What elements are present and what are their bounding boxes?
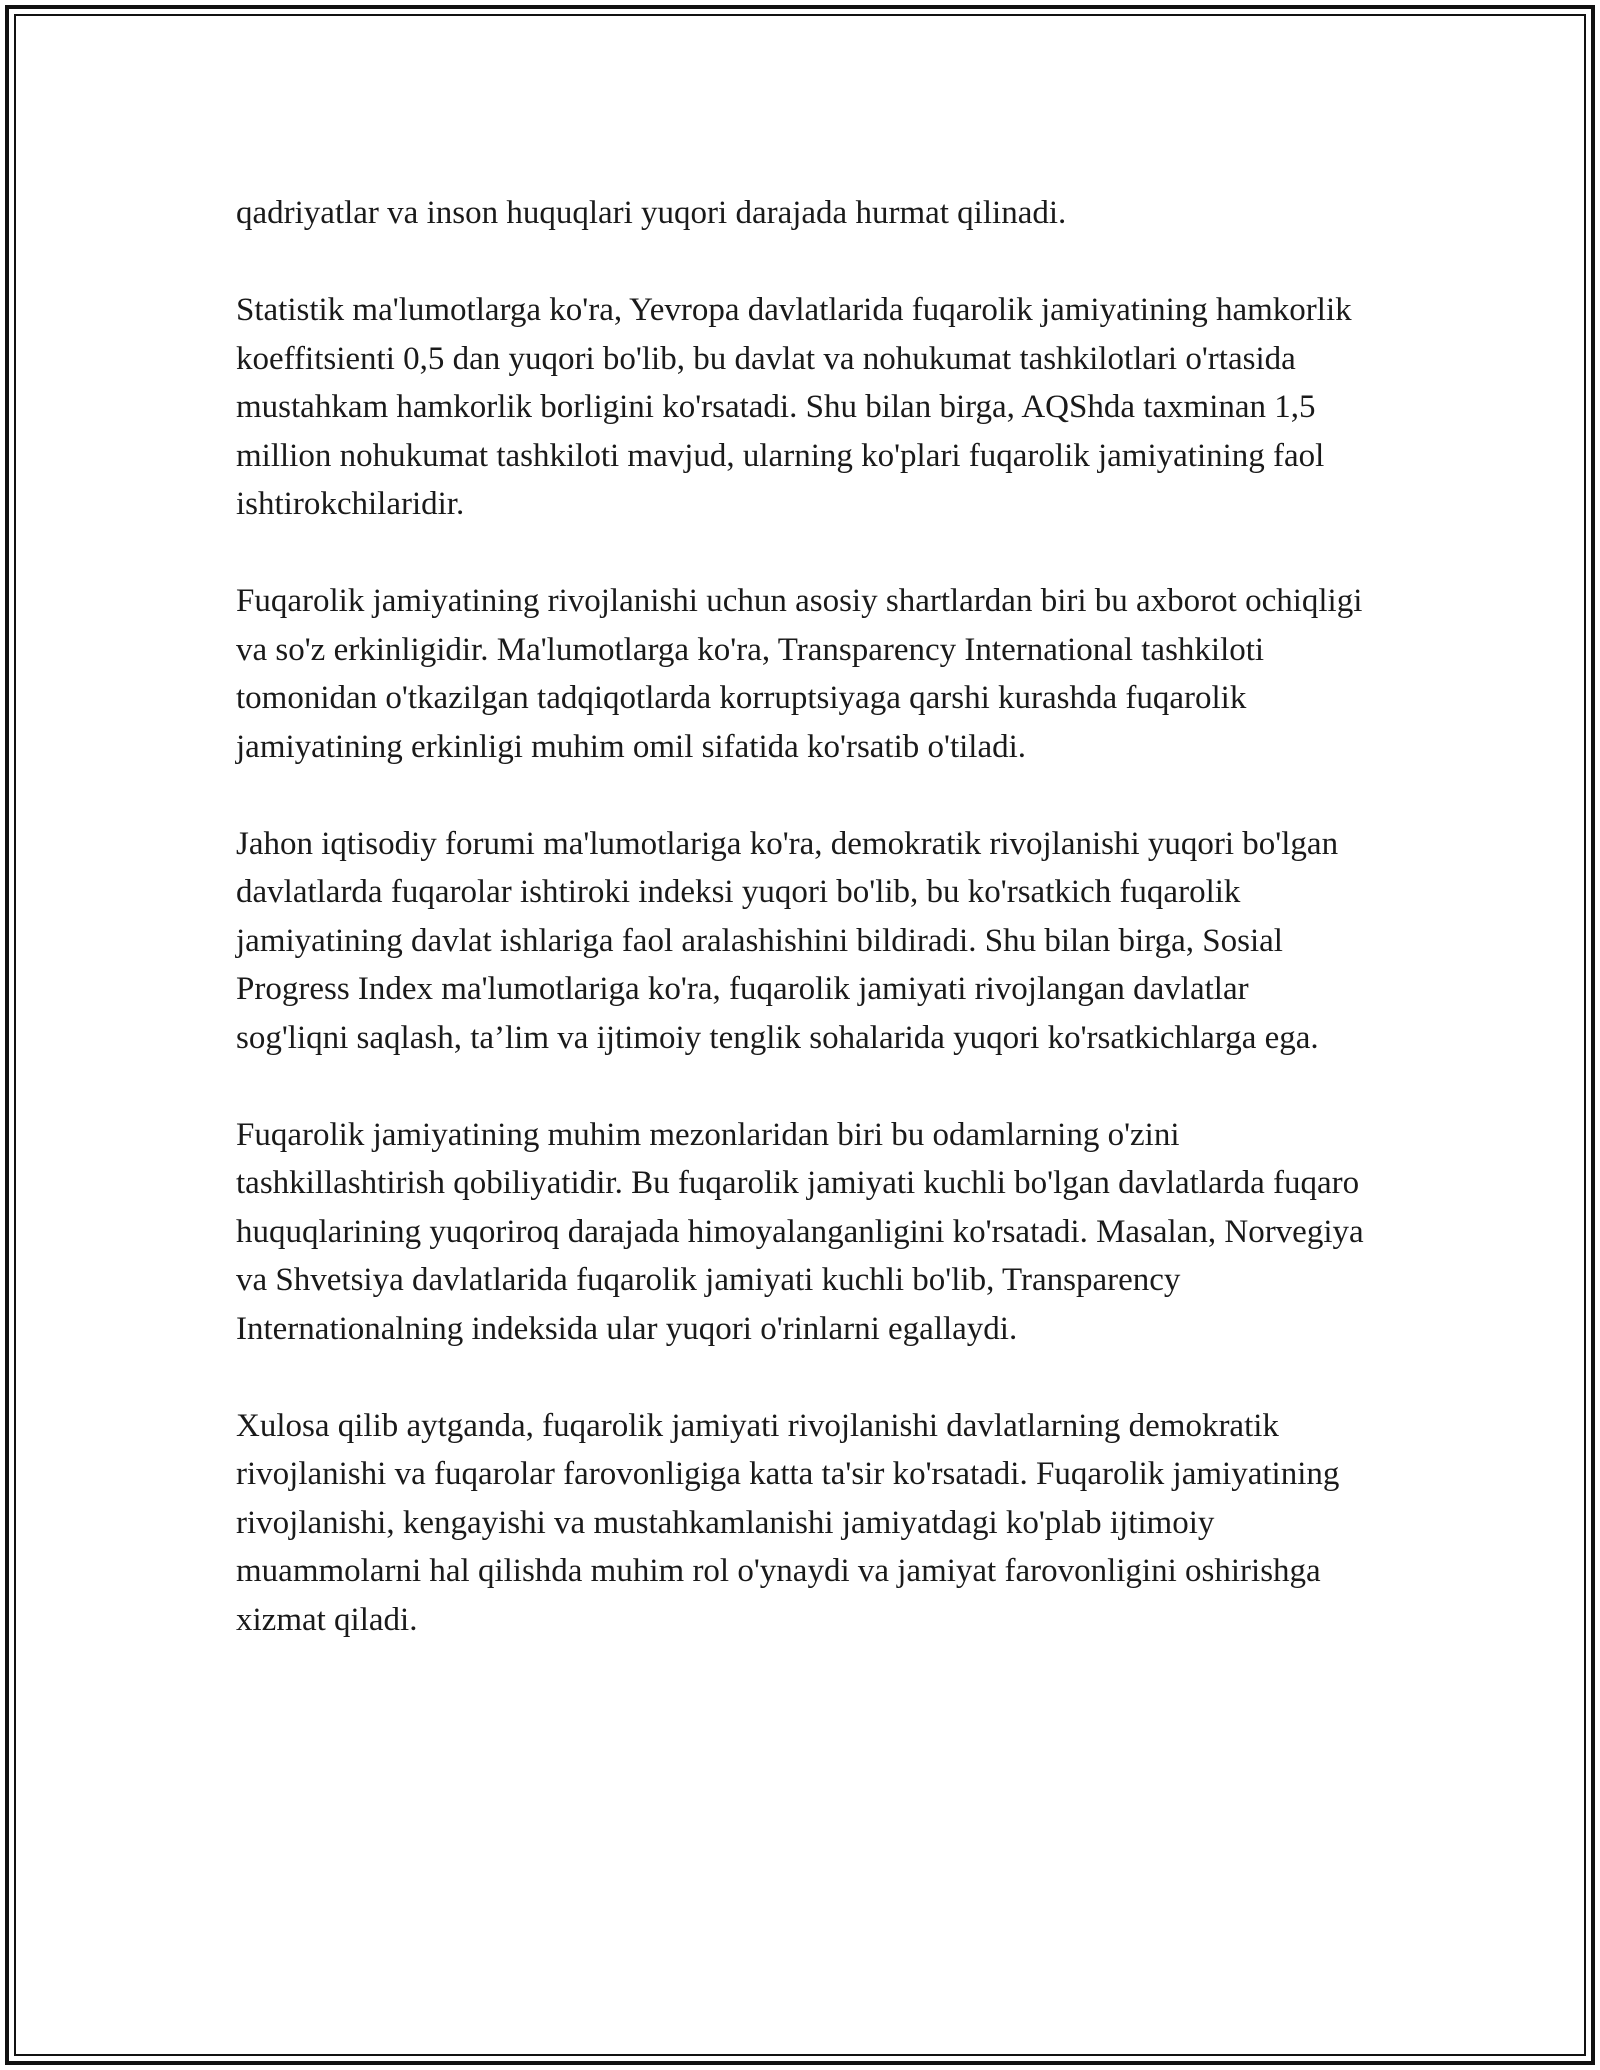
paragraph-information-openness: Fuqarolik jamiyatining rivojlanishi uchun asosiy shartlardan biri bu axborot ochiqligi va so'z erkinligidir. Ma'lumotlarga ko'ra, Transparency International tashkiloti tomonidan o'tkazilgan tadqiqotlarda korruptsiyaga qarshi kurashda fuqarolik jamiyatining erkinligi muhim omil sifatida ko'rsatib o'tiladi. bbox=[236, 583, 1363, 765]
paragraph-statistics: Statistik ma'lumotlarga ko'ra, Yevropa davlatlarida fuqarolik jamiyatining hamkorlik koeffitsienti 0,5 dan yuqori bo'lib, bu davlat va nohukumat tashkilotlari o'rtasida mustahkam hamkorlik borligini ko'rsatadi. Shu bilan birga, AQShda taxminan 1,5 million nohukumat tashkiloti mavjud, ularning ko'plari fuqarolik jamiyatining faol ishtirokchilaridir. bbox=[236, 292, 1352, 522]
paragraph-self-organization: Fuqarolik jamiyatining muhim mezonlaridan biri bu odamlarning o'zini tashkillashtirish qobiliyatidir. Bu fuqarolik jamiyati kuchli bo'lgan davlatlarda fuqaro huquqlarining yuqoriroq darajada himoyalanganligini ko'rsatadi. Masalan, Norvegiya va Shvetsiya davlatlarida fuqarolik jamiyati kuchli bo'lib, Transparency Internationalning indeksida ular yuqori o'rinlarni egallaydi. bbox=[236, 1116, 1364, 1347]
paragraph-world-economic-forum: Jahon iqtisodiy forumi ma'lumotlariga ko'ra, demokratik rivojlanishi yuqori bo'lgan davlatlarda fuqarolar ishtiroki indeksi yuqori bo'lib, bu ko'rsatkich fuqarolik jamiyatining davlat ishlariga faol aralashishini bildiradi. Shu bilan birga, Sosial Progress Index ma'lumotlariga ko'ra, fuqarolik jamiyati rivojlangan davlatlar sog'liqni saqlash, ta’lim va ijtimoiy tenglik sohalarida yuqori ko'rsatkichlarga ega. bbox=[236, 825, 1339, 1056]
document-body bbox=[236, 189, 1366, 1644]
paragraph-continuation: qadriyatlar va inson huquqlari yuqori darajada hurmat qilinadi. bbox=[236, 195, 1067, 231]
paragraph-conclusion: Xulosa qilib aytganda, fuqarolik jamiyati rivojlanishi davlatlarning demokratik rivojlanishi va fuqarolar farovonligiga katta ta'sir ko'rsatadi. Fuqarolik jamiyatining rivojlanishi, kengayishi va mustahkamlanishi jamiyatdagi ko'plab ijtimoiy muammolarni hal qilishda muhim rol o'ynaydi va jamiyat farovonligini oshirishga xizmat qiladi. bbox=[236, 1407, 1340, 1638]
